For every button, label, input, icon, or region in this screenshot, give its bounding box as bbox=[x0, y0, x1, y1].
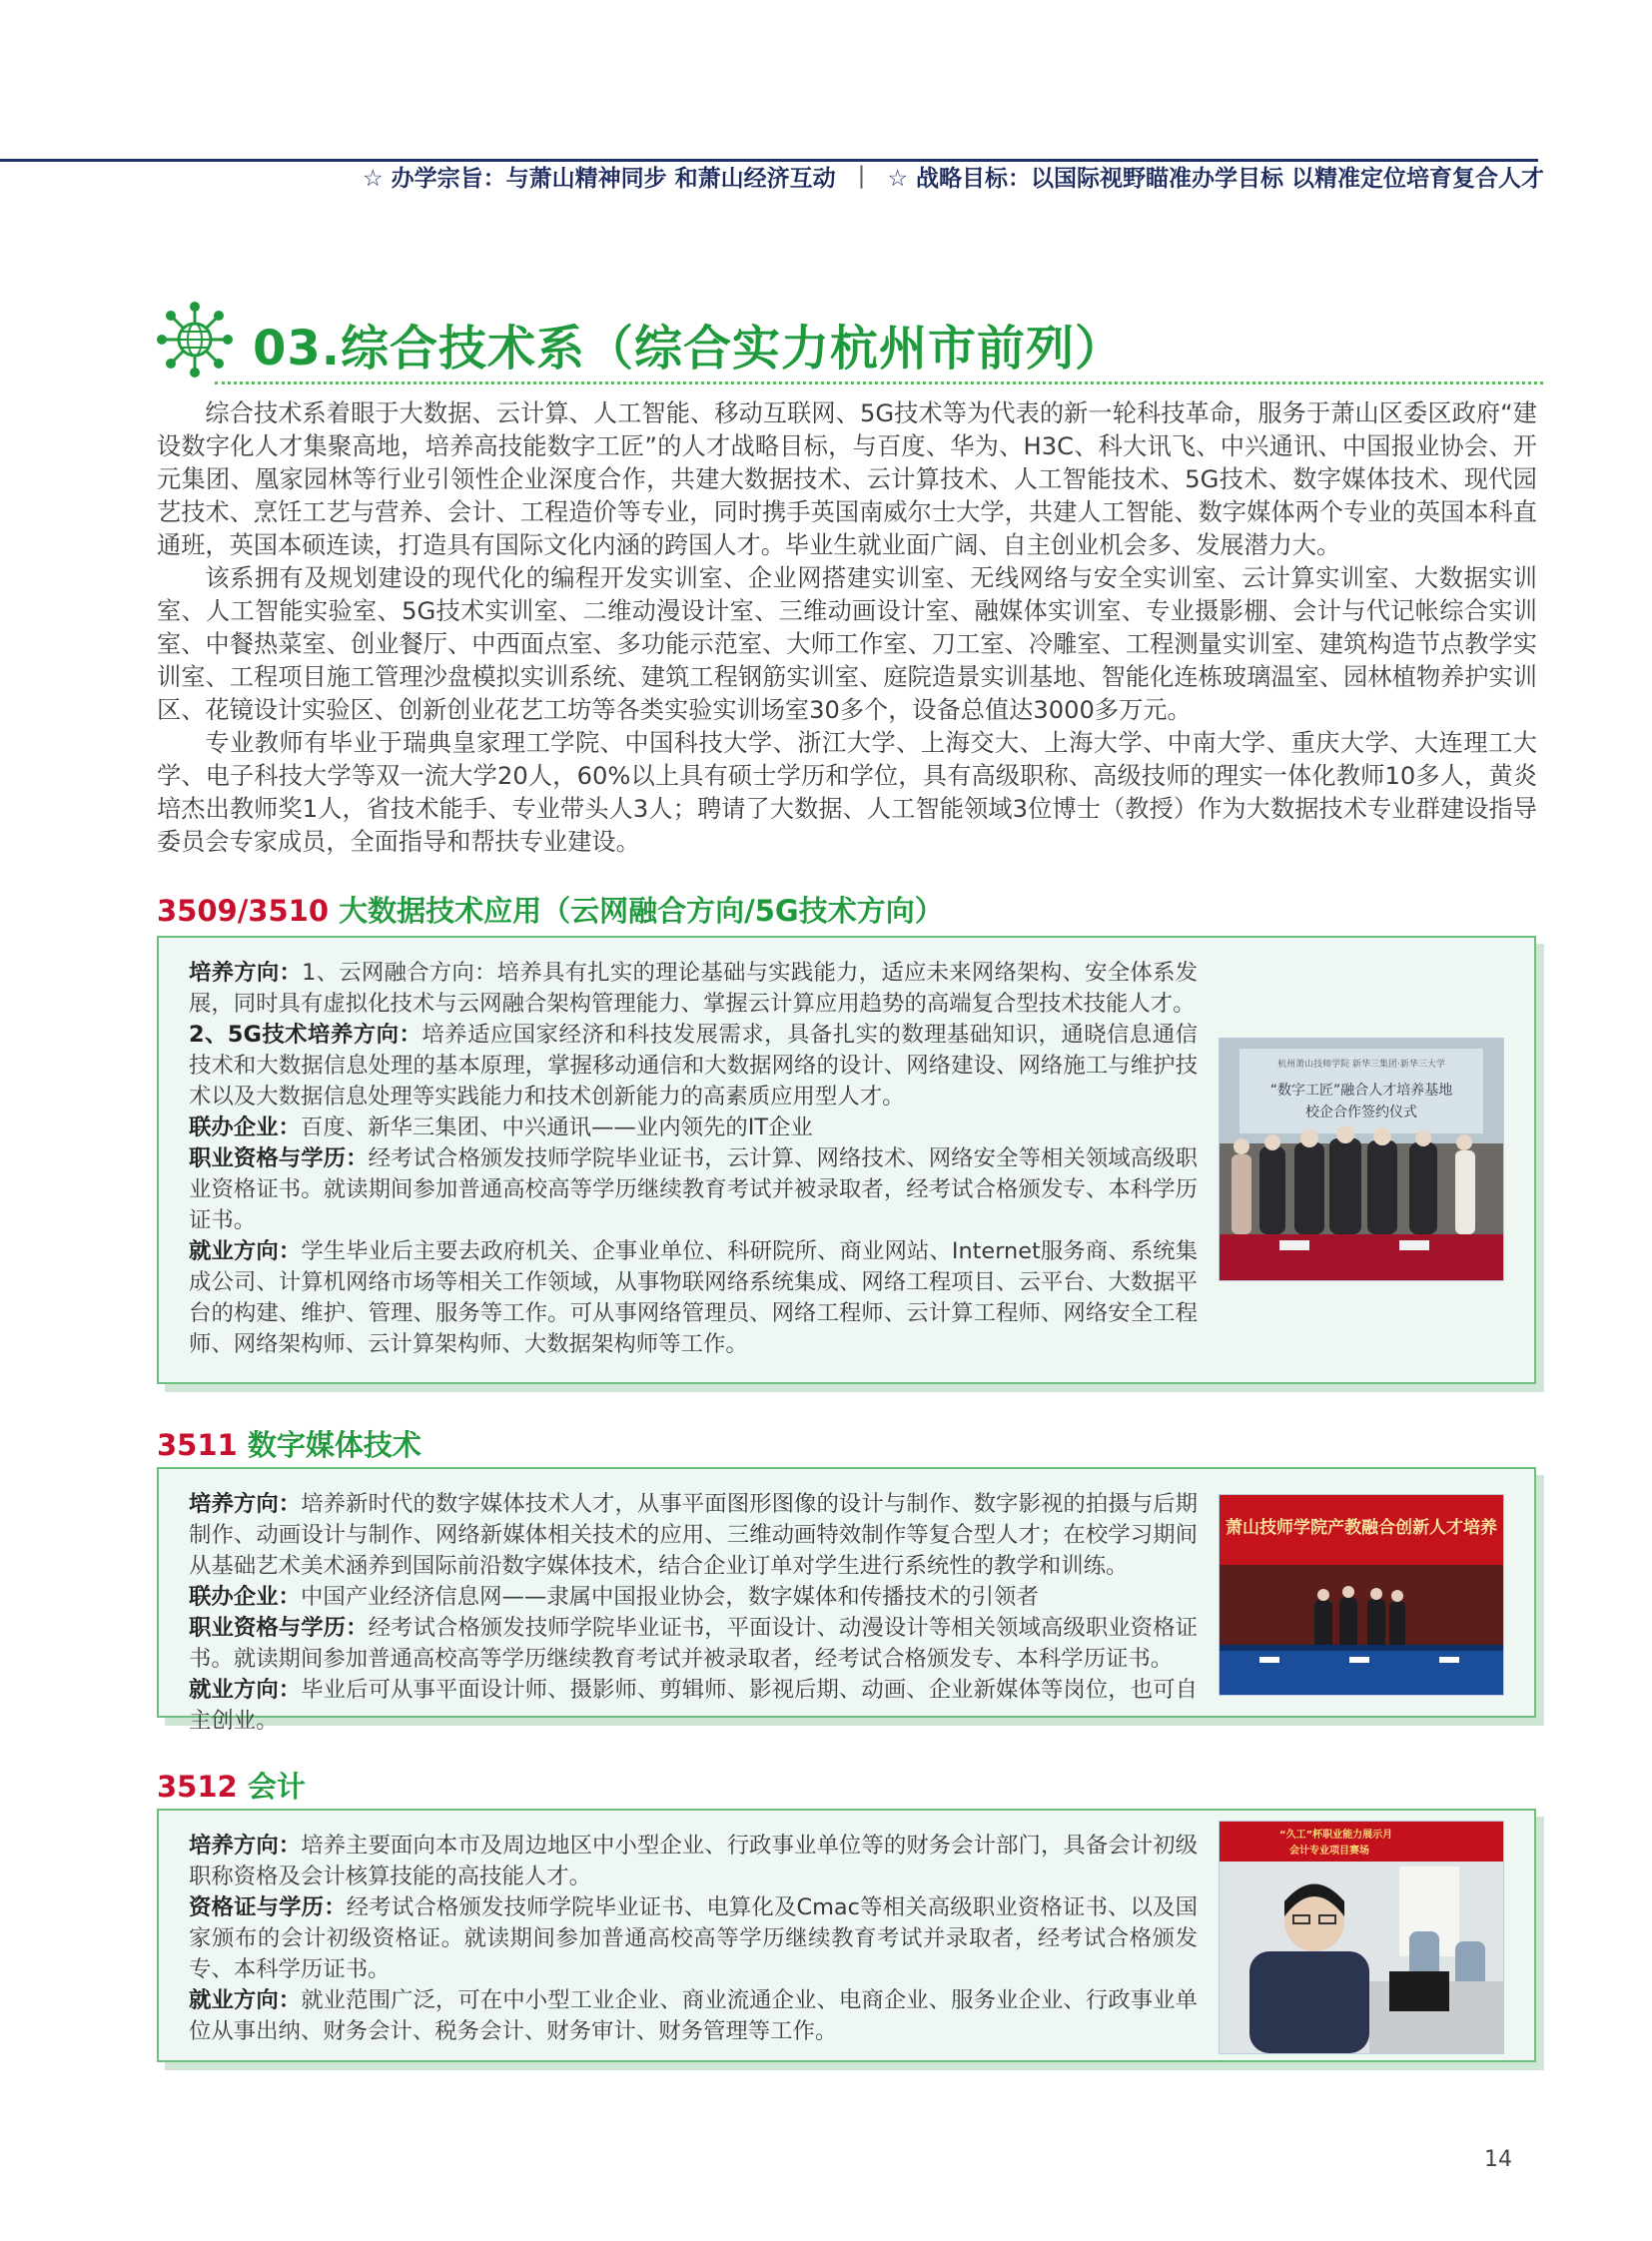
detail-text: 经考试合格颁发技师学院毕业证书，云计算、网络技术、网络安全等相关领域高级职业资格证书。就读期间参加普通高校高等学历继续教育考试并被录取者，经考试合格颁发专、本科学历证书。 bbox=[189, 1145, 1199, 1233]
network-globe-icon bbox=[155, 300, 235, 379]
detail-text: 中国产业经济信息网——隶属中国报业协会，数字媒体和传播技术的引领者 bbox=[300, 1584, 1039, 1610]
detail-label: 就业方向： bbox=[189, 1677, 302, 1703]
program-heading bbox=[157, 1765, 306, 1806]
detail-text: 学生毕业后主要去政府机关、企事业单位、科研院所、商业网站、Internet服务商、系统集成公司、计算机网络市场等相关工作领域，从事物联网络系统集成、网络工程项目、云平台、大数据平台的构建、维护、管理、服务等工作。可从事网络管理员、网络工程师、云计算工程师、网络安全工程师、网络架构师、云计算架构师、大数据架构师等工作。 bbox=[189, 1238, 1199, 1357]
program-code: 3511 bbox=[157, 1428, 238, 1462]
program-code: 3512 bbox=[157, 1770, 238, 1804]
banner-text: 萧山技师学院产教融合创新人才培养 bbox=[1226, 1518, 1497, 1538]
program-card bbox=[157, 936, 1536, 1384]
program-code: 3509/3510 bbox=[157, 894, 330, 928]
detail-line bbox=[189, 1582, 1198, 1613]
program-details bbox=[189, 1831, 1198, 2047]
program-heading bbox=[157, 1423, 421, 1464]
header-slogans bbox=[363, 158, 1544, 194]
detail-label: 联办企业： bbox=[189, 1584, 301, 1610]
detail-text: 经考试合格颁发技师学院毕业证书，平面设计、动漫设计等相关领域高级职业资格证书。就读期间参加普通高校高等学历继续教育考试并被录取者，经考试合格颁发专、本科学历证书。 bbox=[189, 1615, 1199, 1672]
detail-line bbox=[189, 958, 1198, 1020]
detail-line bbox=[189, 1831, 1198, 1892]
banner-text: “数字工匠”融合人才培养基地 bbox=[1269, 1083, 1453, 1099]
program-details bbox=[189, 958, 1198, 1360]
detail-label: 2、5G技术培养方向： bbox=[189, 1022, 422, 1048]
program-heading bbox=[157, 889, 944, 930]
banner-text: 杭州萧山技师学院 新华三集团·新华三大学 bbox=[1277, 1060, 1445, 1070]
industry-education-event-photo bbox=[1219, 1494, 1504, 1696]
program-name: 数字媒体技术 bbox=[247, 1428, 421, 1462]
detail-line bbox=[189, 1985, 1198, 2047]
header-rule bbox=[0, 159, 1538, 162]
detail-label: 资格证与学历： bbox=[189, 1894, 347, 1920]
program-card bbox=[157, 1467, 1536, 1734]
detail-label: 培养方向： bbox=[189, 960, 303, 986]
detail-label: 就业方向： bbox=[189, 1238, 302, 1264]
signing-ceremony-photo bbox=[1219, 1038, 1504, 1281]
intro-paragraph: 综合技术系着眼于大数据、云计算、人工智能、移动互联网、5G技术等为代表的新一轮科技革命，服务于萧山区委区政府“建设数字化人才集聚高地，培养高技能数字工匠”的人才战略目标，与百度、华为、H3C、科大讯飞、中兴通讯、中国报业协会、开元集团、凰家园林等行业引领性企业深度合作，共建大数据技术、云计算技术、人工智能技术、5G技术、数字媒体技术、现代园艺技术、烹饪工艺与营养、会计、工程造价等专业，同时携手英国南威尔士大学，共建人工智能、数字媒体两个专业的英国本科直通班，英国本硕连读，打造具有国际文化内涵的跨国人才。毕业生就业面广阔、自主创业机会多、发展潜力大。 bbox=[157, 399, 1537, 559]
section-title: 03.综合技术系（综合实力杭州市前列） bbox=[253, 321, 1125, 376]
detail-line bbox=[189, 1489, 1198, 1582]
header-strategy: ☆ 战略目标：以国际视野瞄准办学目标 以精准定位培育复合人才 bbox=[887, 165, 1544, 192]
section-divider bbox=[215, 381, 1543, 384]
program-card bbox=[157, 1809, 1536, 2062]
detail-line bbox=[189, 1143, 1198, 1236]
detail-text: 毕业后可从事平面设计师、摄影师、剪辑师、影视后期、动画、企业新媒体等岗位，也可自主创业。 bbox=[189, 1677, 1199, 1734]
detail-label: 联办企业： bbox=[189, 1115, 301, 1140]
detail-label: 职业资格与学历： bbox=[189, 1615, 369, 1641]
banner-text: 会计专业项目赛场 bbox=[1289, 1846, 1369, 1857]
detail-label: 培养方向： bbox=[189, 1833, 302, 1859]
program-name: 会计 bbox=[247, 1770, 306, 1804]
detail-line bbox=[189, 1613, 1198, 1675]
page-number: 14 bbox=[1484, 2147, 1512, 2172]
banner-text: “久工”杯职业能力展示月 bbox=[1279, 1830, 1393, 1841]
accounting-competition-photo bbox=[1219, 1821, 1504, 2054]
detail-text: 1、云网融合方向：培养具有扎实的理论基础与实践能力，适应未来网络架构、安全体系发展，同时具有虚拟化技术与云网融合架构管理能力、掌握云计算应用趋势的高端复合型技术技能人才。 bbox=[189, 960, 1198, 1017]
detail-text: 培养适应国家经济和科技发展需求，具备扎实的数理基础知识，通晓信息通信技术和大数据信息处理的基本原理，掌握移动通信和大数据网络的设计、网络建设、网络施工与维护技术以及大数据信息处理等实践能力和技术创新能力的高素质应用型人才。 bbox=[189, 1022, 1198, 1110]
banner-text: 校企合作签约仪式 bbox=[1305, 1105, 1417, 1120]
header-separator: | bbox=[857, 163, 866, 189]
detail-line bbox=[189, 1892, 1198, 1985]
detail-text: 百度、新华三集团、中兴通讯——业内领先的IT企业 bbox=[300, 1115, 813, 1140]
program-name: 大数据技术应用（云网融合方向/5G技术方向） bbox=[339, 894, 944, 928]
detail-label: 职业资格与学历： bbox=[189, 1145, 369, 1171]
detail-line bbox=[189, 1113, 1198, 1143]
detail-text: 培养新时代的数字媒体技术人才，从事平面图形图像的设计与制作、数字影视的拍摄与后期制作、动画设计与制作、网络新媒体相关技术的应用、三维动画特效制作等复合型人才；在校学习期间从基础艺术美术涵养到国际前沿数字媒体技术，结合企业订单对学生进行系统性的教学和训练。 bbox=[189, 1491, 1199, 1579]
intro-paragraph: 该系拥有及规划建设的现代化的编程开发实训室、企业网搭建实训室、无线网络与安全实训室、云计算实训室、大数据实训室、人工智能实验室、5G技术实训室、二维动漫设计室、三维动画设计室、融媒体实训室、专业摄影棚、会计与代记帐综合实训室、中餐热菜室、创业餐厅、中西面点室、多功能示范室、大师工作室、刀工室、冷雕室、工程测量实训室、建筑构造节点教学实训室、工程项目施工管理沙盘模拟实训系统、建筑工程钢筋实训室、庭院造景实训基地、智能化连栋玻璃温室、园林植物养护实训区、花镜设计实验区、创新创业花艺工坊等各类实验实训场室30多个，设备总值达3000多万元。 bbox=[157, 564, 1537, 724]
detail-line bbox=[189, 1020, 1198, 1113]
section-intro bbox=[157, 397, 1537, 859]
intro-paragraph: 专业教师有毕业于瑞典皇家理工学院、中国科技大学、浙江大学、上海交大、上海大学、中南大学、重庆大学、大连理工大学、电子科技大学等双一流大学20人，60%以上具有硕士学历和学位，具有高级职称、高级技师的理实一体化教师10多人，黄炎培杰出教师奖1人，省技术能手、专业带头人3人；聘请了大数据、人工智能领域3位博士（教授）作为大数据技术专业群建设指导委员会专家成员，全面指导和帮扶专业建设。 bbox=[157, 729, 1537, 856]
section-heading bbox=[155, 300, 1543, 389]
detail-line bbox=[189, 1236, 1198, 1360]
header-motto: ☆ 办学宗旨：与萧山精神同步 和萧山经济互动 bbox=[362, 165, 836, 192]
detail-line bbox=[189, 1675, 1198, 1737]
detail-text: 经考试合格颁发技师学院毕业证书、电算化及Cmac等相关高级职业资格证书、以及国家颁布的会计初级资格证。就读期间参加普通高校高等学历继续教育考试并录取者，经考试合格颁发专、本科学历证书。 bbox=[189, 1894, 1199, 1982]
detail-label: 就业方向： bbox=[189, 1987, 302, 2013]
program-details bbox=[189, 1489, 1198, 1737]
detail-text: 就业范围广泛，可在中小型工业企业、商业流通企业、电商企业、服务业企业、行政事业单位从事出纳、财务会计、税务会计、财务审计、财务管理等工作。 bbox=[189, 1987, 1199, 2044]
detail-label: 培养方向： bbox=[189, 1491, 302, 1517]
detail-text: 培养主要面向本市及周边地区中小型企业、行政事业单位等的财务会计部门，具备会计初级职称资格及会计核算技能的高技能人才。 bbox=[189, 1833, 1199, 1889]
